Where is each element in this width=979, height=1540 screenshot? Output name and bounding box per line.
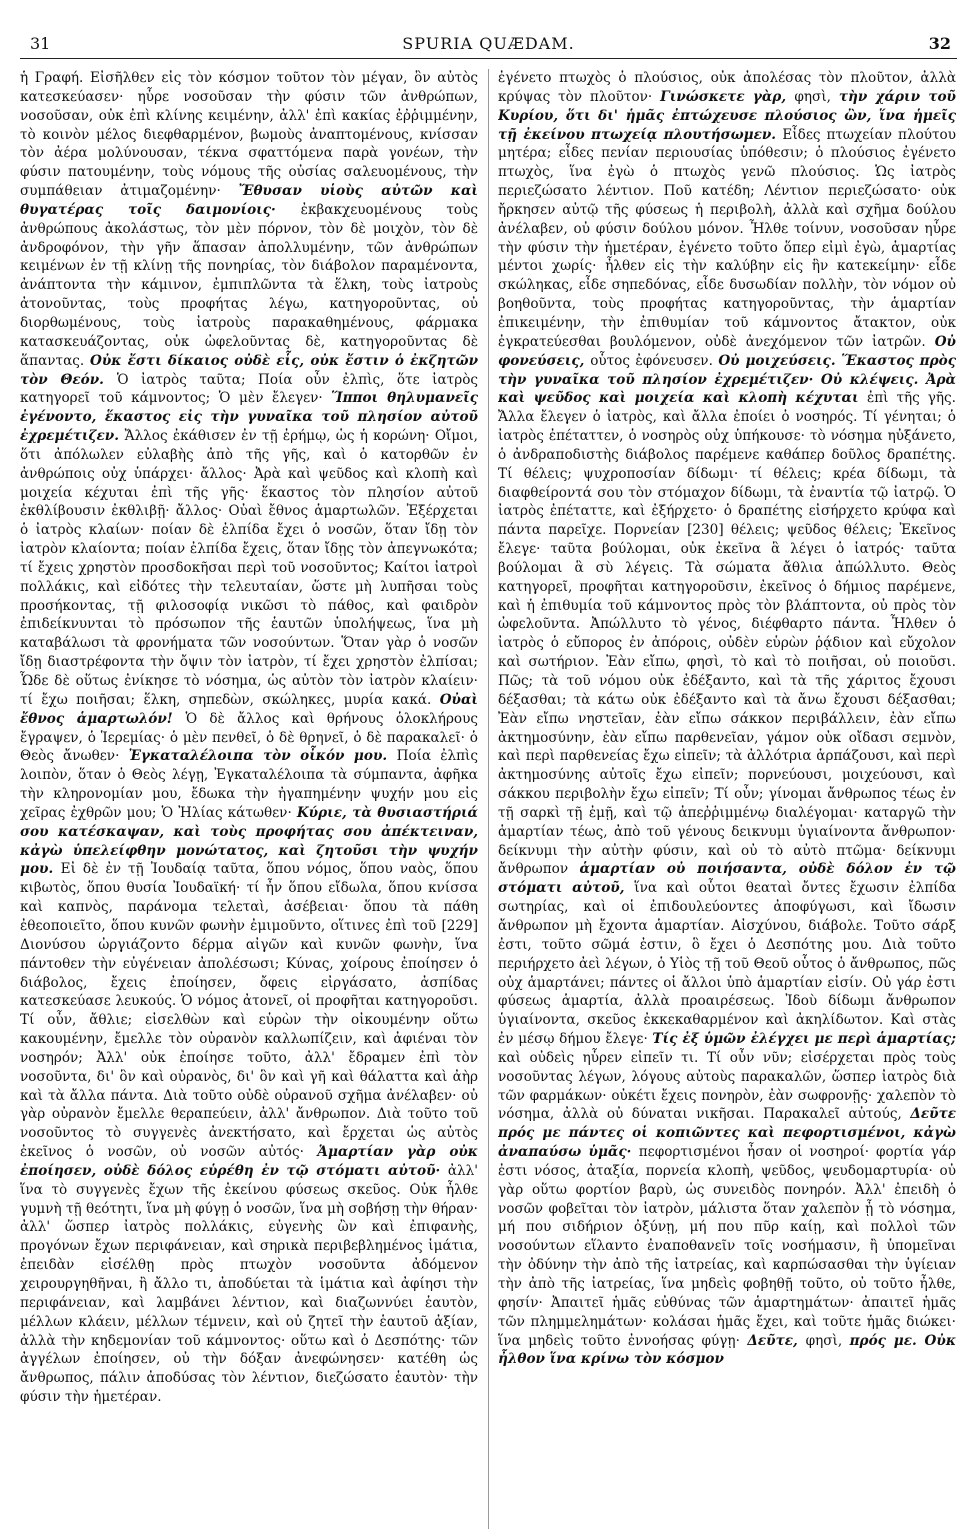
text-run: καὶ οὐδεὶς ηὗρεν εἰπεῖν τι. Τί οὖν νῦν; εἰσέρχεται πρὸς τοὺς νοσοῦντας λέγων, λόγους αὐτοὺς παρακαλῶν, ὥσπερ ἰατρὸς διὰ τῶν φαρμάκων· οὐκέτι ἔχεις πονηρὸν, ἐὰν σωφρονῇς· χαλεπὸν τὸ νόσημα, ἀλλὰ οὐ δύναται νικῆσαι. Παρακαλεῖ αὐτούς,	[498, 1049, 956, 1123]
page-number-right: 32	[928, 34, 951, 53]
text-run: φησὶ,	[805, 1332, 850, 1349]
scripture-quote: Οὐαὶ ἔθνος ἁμαρτωλόν!	[20, 691, 478, 727]
text-run: ἀλλ' ἵνα τὸ συγγενὲς ἔχων τῆς ἐκείνου φύσεως σκεῦος. Οὐκ ἦλθε γυμνὴ τῇ θεότητι, ἵνα μὴ φύγῃ ὁ νοσῶν, ἵνα μὴ σοβήσῃ τὴν θήραν· ἀλλ' ὥσπερ ἰατρὸς πολλάκις, εὐγενὴς ὢν καὶ ἐπιφανὴς, προγόνων ἔχων περιφάνειαν, καὶ σηρικὰ περιβεβλημένος ἱμάτια, ἐπειδὰν εἰσέλθῃ πρὸς πτωχὸν νοσοῦντα ἀδόμενον χειρουργηθῆναι, ἢ ἄλλο τι, ἀποδύεται τὰ ἱμάτια καὶ ἀφίησι τὴν περιφάνειαν, καὶ λαμβάνει λέντιον, καὶ διαζωννύει ἑαυτὸν, μέλλων κλάειν, μέλλων τέμνειν, καὶ οὐ ζητεῖ τὴν ἑαυτοῦ ἀξίαν, ἀλλὰ τὴν κηδεμονίαν τοῦ κάμνοντος· οὕτω καὶ ὁ Δεσπότης· τῶν ἀγγέλων ἐποίησεν, οὐ τὴν δόξαν ἀνεφώνησεν· κατέθη ὡς ἄνθρωπος, πάλιν ἀποδύσας τὸν λέντιον, διεζώσατο ἑαυτὸν· τὴν φύσιν τὴν ἡμετέραν.	[20, 1162, 478, 1406]
text-run: Ποία ἐλπὶς λοιπὸν, ὅταν ὁ Θεὸς λέγῃ, Ἐγκαταλέλοιπα τὰ σύμπαντα, ἀφῆκα τὴν κληρονομίαν μου, ἔδωκα τὴν ἠγαπημένην ψυχήν μου εἰς χεῖρας ἐχθρῶν μου; Ὁ Ἠλίας κάτωθεν·	[20, 748, 478, 821]
scripture-quote: Οὐ φονεύσεις,	[498, 333, 956, 369]
scripture-quote: Ἔθυσαν υἱοὺς αὐτῶν καὶ θυγατέρας τοῖς δαιμονίοις·	[20, 183, 478, 218]
scripture-quote: Δεῦτε,	[747, 1332, 806, 1349]
text-run: πεφορτισμένοι ἦσαν οἱ νοσηροί· φορτία γάρ ἐστι νόσος, ἀταξία, πορνεία κλοπὴ, ψεῦδος, ψευδομαρτυρία· οὐ γὰρ οὕτω φορτίον βαρὺ, ὡς συνειδὸς πονηρόν. Ἀλλ' ἐπειδὴ ὁ νοσῶν φοβεῖται τὸν ἰατρὸν, μάλιστα ὅταν χαλεπὸν ᾖ τὸ νόσημα, μή που σιδήριον ὀξύνῃ, μή που πῦρ καίῃ, καὶ πολλοὶ τῶν νοσούντων εἵλαντο ἐναποθανεῖν τοῖς νοσήμασιν, ἢ ὑπομεῖναι τὴν ὀδύνην τὴν ἀπὸ τῆς ἰατρείας, καὶ καρπώσασθαι τὴν ὑγίειαν τὴν ἀπὸ τῆς ἰατρείας, ἵνα μηδεὶς φοβηθῇ τοῦτο, οὐ τοῦτο ἦλθε, φησίν· Ἀπαιτεῖ ἡμᾶς εὐθύνας τῶν ἁμαρτημάτων· ἀπαιτεῖ ἡμᾶς τῶν πλημμελημάτων· κολάσαι ἡμᾶς ἔχει, καὶ τοῦτε ἡμᾶς διώκει· ἵνα μηδεὶς τοῦτο ἐννοήσας φύγῃ·	[498, 1144, 956, 1349]
text-run: ἐγένετο πτωχὸς ὁ πλούσιος, οὐκ ἀπολέσας τὸν πλοῦτον, ἀλλὰ κρύψας τὸν πλοῦτον·	[498, 70, 956, 105]
text-run: ἵνα καὶ οὗτοι θεαταὶ ὄντες ἔχωσιν ἐλπίδα σωτηρίας, καὶ οἱ ἐπιδουλεύοντες ἀποφύγωσι, καὶ ἴδωσιν ἄνθρωπον μὴ ἔχοντα ἁμαρτίαν. Αἰσχύνου, διάβολε. Τοῦτο σάρξ ἐστι, τοῦτο σῶμά ἐστιν, ὃ ἔχει ὁ Δεσπότης μου. Διὰ τοῦτο περιήρχετο ἀεὶ λέγων, ὁ Υἱὸς τῇ τοῦ Θεοῦ οὗτος ὁ ἄνθρωπος, πῶς οὐχ ἁμαρτάνει; πάντες οἱ ἄλλοι ὑπὸ ἁμαρτίαν εἰσίν. Οὐ γάρ ἐστι φύσεως ἁμαρτία, ἀλλὰ προαιρέσεως. Ἰδοὺ δίδωμι ἄνθρωπον ὑγιαίνοντα, σκεῦος ἐκκεκαθαρμένον καὶ ἀκηλίδωτον. Καὶ στὰς ἐν μέσῳ δήμου ἔλεγε·	[498, 880, 956, 1048]
scripture-quote: Ἐγκαταλέλοιπα τὸν οἶκόν μου.	[128, 748, 397, 765]
running-title: SPURIA QUÆDAM.	[402, 34, 575, 53]
text-run: ἐπὶ τῆς γῆς. Ἄλλα ἔλεγεν ὁ ἰατρὸς, καὶ ἄλλα ἐποίει ὁ νοσηρός. Τί γένηται; ὁ ἰατρὸς ἐπέταττεν, ὁ νοσηρὸς οὐχ ὑπήκουσε· τὸ νόσημα ηὐξάνετο, ὁ ἀνδραποδιστὴς διάβολος παρέμενε καθάπερ δοῦλος δραπέτης. Τί θέλεις; ψυχροποσίαν δίδωμι· τί θέλεις; κρέα δίδωμι, τὰ διαφθείροντά σου τὸν στόμαχον δίδωμι, τὰ ἐναντία τῷ ἰατρῷ. Ὁ ἰατρὸς ἐπέταττε, καὶ ἐξήρχετο· ὁ δραπέτης εἰσήρχετο κρύφα καὶ πάντα παρεῖχε. Πορνείαν [230] θέλεις; ψεῦδος θέλεις; Ἐκεῖνος ἔλεγε· ταῦτα βούλομαι, οὐκ ἐκεῖνα ἃ λέγει ὁ ἰατρός· ταῦτα βούλομαι ἃ σὺ λέγεις. Τὰ σώματα ἄθλια ἀπώλλυτο. Θεὸς κατηγορεῖ, προφῆται κατηγοροῦσιν, ἐκεῖνος ὁ δήμιος παρέμενε, καὶ ἡ ἐπιθυμία τοῦ κάμνοντος πρὸς τὸν βλάπτοντα, οὐ πρὸς τὸν ὠφελοῦντα. Ἀπώλλυτο τὸ γένος, διέφθαρτο πάντα. Ἦλθεν ὁ ἰατρὸς ὁ εὔπορος ἐν ἀπόροις, οὐδὲν εὑρὼν ῥᾴδιον καὶ εὔχολον καὶ σωτήριον. Ἐὰν εἴπω, φησὶ, τὸ καὶ τὸ ποιῆσαι, οὐ ποιοῦσι. Πῶς; τὰ τοῦ νόμου οὐκ ἐδέξαντο, καὶ τὰ τῆς χάριτος ἔχουσι δέξασθαι; τὰ κάτω οὐκ ἐδέξαντο καὶ τὰ ἄνω ἔχουσι δέξασθαι; Ἐὰν εἴπω νηστεῖαν, ἐὰν εἴπω σάκκον περιβάλλειν, ἐὰν εἴπω ἀκτημοσύνην, ἐὰν εἴπω παρθενεῖαν, γάμον οὐκ οἴδασι σεμνὸν, καὶ περὶ παρθενείας ἔχω εἰπεῖν; τὰ ἀλλότρια ἁρπάζουσι, καὶ περὶ ἀκτημοσύνης αὐτοῖς ἔχω εἰπεῖν; πορνεύουσι, μοιχεύουσι, καὶ σάκκου περιβολὴν ἔχω εἰπεῖν; Τί οὖν; γίνομαι ἄνθρωπος τέως ἐν τῇ σαρκὶ τῇ ἐμῇ, καὶ τῷ ἀπεῤῥιμμένῳ διαλέγομαι· καταργῶ τὴν ἁμαρτίαν τέως, ἀπὸ τοῦ γένους δεικνυμι ὑγιαίνοντα ἄνθρωπον· δείκνυμι τὴν αὐτὴν φύσιν, καὶ οὐ τὸ αὐτὸ πτῶμα· δείκνυμι ἄνθρωπον	[498, 390, 956, 878]
text-run: φησὶ,	[794, 88, 839, 105]
scripture-quote: Ἵπποι θηλυμανεῖς ἐγένοντο, ἕκαστος εἰς τὴν γυναῖκα τοῦ πλησίον αὐτοῦ ἐχρεμέτιζεν.	[20, 390, 478, 445]
text-run: Ἄλλος ἐκάθισεν ἐν τῇ ἐρήμῳ, ὡς ἡ κορώνη· Οἴμοι, ὅτι ἀπόλωλεν εὐλαβὴς ἀπὸ τῆς γῆς, καὶ ὁ κατορθῶν ἐν ἀνθρώποις οὐχ ὑπάρχει· ἄλλος· Ἀρὰ καὶ ψεῦδος καὶ κλοπὴ καὶ μοιχεία κέχυται ἐπὶ τῆς γῆς· ἕκαστος τὸν πλησίον αὐτοῦ ἐκθλίβουσιν ἐκθλιβῇ· ἄλλος· Οὐαὶ ἔθνος ἁμαρτωλῶν.	[20, 428, 478, 520]
right-column	[498, 69, 956, 1529]
text-run: Εἰ δὲ ἐν τῇ Ἰουδαίᾳ ταῦτα, ὅπου νόμος, ὅπου ναὸς, ὅπου κιβωτὸς, ὅπου θυσία Ἰουδαϊκή· τί ἦν ὅπου εἴδωλα, ὅπου κνίσσα καὶ καπνὸς, παράνομα τελεταὶ, ἀσέβειαι· ὅπου τὰ πάθη ἐθεοποιεῖτο, ὅπου κυνῶν φωνὴν ἐμιμοῦντο, οἵτινες ἐπὶ τοῦ [229] Διονύσου ὠργιάζοντο δέρμα αἰγῶν καὶ κυνῶν φωνὴν, ἵνα πάντοθεν τὴν εὐγένειαν ἀπολέσωσι; Κύνας, χοίρους ἐποίησεν ὁ διάβολος, ἔχεις ἐποίησεν, ὄφεις εἰργάσατο, ἀσπίδας κατεσκεύασε λευκούς. Ὁ νόμος ἀτονεῖ, οἱ προφῆται κατηγοροῦσι. Τί οὖν, ἄθλιε; εἰσελθὼν καὶ εὑρὼν τὴν οἰκουμένην οὕτω κακουμένην, ἔμελλε τὸν οὐρανὸν καλλωπίζειν, καὶ ἀφιέναι τὸν νοσηρόν; Ἀλλ' οὐκ ἐποίησε τοῦτο, ἀλλ' ἔδραμεν ἐπὶ τὸν νοσοῦντα, δι' ὃν καὶ οὐρανὸς, δι' ὃν καὶ γῆ καὶ θάλαττα καὶ ἀὴρ καὶ τὰ ἄλλα πάντα. Διὰ τοῦτο οὐδὲ οὐρανοῦ σχῆμα ἀνέλαβεν· οὐ γὰρ οὐρανὸν ἔμελλε θεραπεύειν, ἀλλ' ἄνθρωπον. Διὰ τοῦτο τοῦ νοσοῦντος τὸ συγγενὲς ἀνεκτήσατο, καὶ ἔρχεται ὡς αὐτὸς ἐκεῖνος ὁ νοσῶν, οὐ νοσῶν αὐτός·	[20, 861, 478, 1161]
scripture-quote: τὴν χάριν τοῦ Κυρίου, ὅτι δι' ἡμᾶς ἐπτώχευσε πλούσιος ὢν, ἵνα ἡμεῖς τῇ ἐκείνου πτωχείᾳ πλουτήσωμεν.	[498, 88, 956, 143]
scripture-quote: πρός με. Οὐκ ἦλθον ἵνα κρίνω τὸν κόσμον	[498, 1332, 956, 1368]
scripture-quote: Ἁμαρτίαν γὰρ οὐκ ἐποίησεν, οὐδὲ δόλος εὑρέθη ἐν τῷ στόματι αὐτοῦ·	[20, 1144, 478, 1179]
text-paragraph	[20, 69, 478, 1407]
scripture-quote: Δεῦτε πρός με πάντες οἱ κοπιῶντες καὶ πεφορτισμένοι, κἀγὼ ἀναπαύσω ὑμᾶς·	[498, 1106, 956, 1161]
scripture-quote: Οὐ μοιχεύσεις. Ἕκαστος πρὸς τὴν γυναῖκα τοῦ πλησίον ἐχρεμέτιζεν· Οὐ κλέψεις. Ἀρὰ καὶ ψεῦδος καὶ μοιχεία καὶ κλοπὴ κέχυται	[498, 352, 956, 407]
text-run: Ὁ ἰατρὸς ταῦτα; Ποία οὖν ἐλπὶς, ὅτε ἰατρὸς κατηγορεῖ τοῦ κάμνοντος; Ὁ μὲν ἔλεγεν·	[20, 371, 478, 407]
running-header	[20, 34, 957, 59]
scripture-quote: Τίς ἐξ ὑμῶν ἐλέγχει με περὶ ἁμαρτίας;	[652, 1031, 956, 1048]
column-rule	[488, 69, 489, 1529]
left-column	[20, 69, 478, 1529]
text-run: Ἐξέρχεται ὁ ἰατρὸς κλαίων· ποίαν δὲ ἐλπίδα ἔχει ὁ νοσῶν, ὅταν ἴδῃ τὸν ἰατρὸν κλαίοντα; ποίαν ἐλπίδα ἔχεις, ὅταν ἴδῃς τὸν ἀπεγνωκότα; τί ἔχεις χρηστὸν προσδοκῆσαι περὶ τοῦ νοσοῦντος; Καίτοι ἰατροὶ πολλάκις, καὶ εἰδότες τὴν τελευταίαν, ὥστε μὴ λυπῆσαι τοὺς προσήκοντας, τῇ φιλοσοφίᾳ νικῶσι τὸ πάθος, καὶ φαιδρὸν ἐπιδείκνυνται τὸ πρόσωπον τῆς ἑαυτῶν ὑπολήψεως, ἵνα μὴ καταβάλωσι τὰ φρονήματα τῶν νοσούντων. Ὅταν γὰρ ὁ νοσῶν ἴδῃ διαστρέφοντα τὴν ὄψιν τὸν ἰατρὸν, τί ἔχει χρηστὸν ἐλπίσαι; Ὧδε δὲ οὕτως ἐνίκησε τὸ νόσημα, ὡς αὐτὸν τὸν ἰατρὸν κλαίειν· τί ἔχω ποιῆσαι; ἕλκη, σηπεδὼν, σκώληκες, μυρία κακά.	[20, 503, 478, 708]
text-run: ἐκβακχευομένους τοὺς ἀνθρώπους ἀκολάστως, τὸν μὲν πόρνον, τὸν δὲ μοιχὸν, τὸν δὲ ἀνδροφόνον, τὴν γῆν ἅπασαν ἀπολλυμένην, τῶν ἀνθρώπων κειμένων ἐν τῇ κλίνῃ τῆς πονηρίας, τὸν διάβολον παραμένοντα, ἀνάπτοντα τὴν κάμινον, ἐμπιπλῶντα τὰ ἕλκη, τοὺς ἰατροὺς ἀτονοῦντας, τοὺς προφήτας λέγω, κατηγοροῦντας, οὐ διορθωμένους, τοὺς ἰατροὺς παρακαθημένους, φάρμακα κατασκευάζοντας, οὐκ ὠφελοῦντας δὲ, κατηγοροῦντας δὲ ἅπαντας.	[20, 201, 478, 369]
text-columns	[20, 69, 957, 1529]
text-run: ἡ Γραφή. Εἰσῆλθεν εἰς τὸν κόσμον τοῦτον τὸν μέγαν, ὃν αὐτὸς κατεσκεύασεν· ηὗρε νοσοῦσαν τὴν φύσιν τῶν ἀνθρώπων, νοσοῦσαν, οὐκ ἐπὶ κλίνης κειμένην, ἀλλ' ἐπὶ κακίας ἐῤῥιμμένην, τὸ κοινὸν μέλος διεφθαρμένον, βωμοὺς ἀναπτομένους, κνίσσαν τὸν ἀέρα μολύνουσαν, τέκνα σφαττόμενα παρὰ γονέων, τὴν φύσιν πατουμένην, τοὺς νόμους τῆς οὐσίας σαλευομένους, τὴν συμπάθειαν ἀτιμαζομένην·	[20, 70, 478, 200]
text-run: οὗτος ἐφόνευσεν.	[590, 352, 719, 369]
text-run: Εἶδες πτωχείαν πλούτου μητέρα; εἶδες πενίαν περιουσίας ὑπόθεσιν; ὁ πλούσιος ἐγένετο πτωχὸς, ἵνα ἐγὼ ὁ πτωχὸς γενῶ πλούσιος. Ὡς ἰατρὸς περιεζώσατο λέντιον. Ποῦ κατέδη; Λέντιον περιεζώσατο· οὐκ ἤρκησεν αὐτῷ τῆς φύσεως ἡ περιβολὴ, ἀλλὰ καὶ σχῆμα δούλου ἀνέλαβεν, οὐ φύσιν δούλου μόνον. Ἦλθε τοίνυν, νοσοῦσαν ηὗρε τὴν φύσιν τὴν ἡμετέραν, ἐγένετο τοῦτο ὅπερ εἰμὶ ἐγὼ, ἁμαρτίας μέντοι χωρίς· ἦλθεν εἰς τὴν καλύβην εἰς ἣν κατεκείμην· εἶδε σκώληκας, εἶδε σηπεδόνας, εἶδε δυσωδίαν πολλὴν, τὸν νόμον οὐ βοηθοῦντα, τοὺς προφήτας κατηγοροῦντας, τὴν ἁμαρτίαν ἐπικειμένην, τὴν ἐπιθυμίαν τοῦ κάμνοντος ἄτακτον, οὐκ ἐγκρατεύεσθαι βουλόμενον, οὐδὲ ἀνεχόμενον τῶν ἰατρῶν.	[498, 126, 956, 350]
page-number-left: 31	[30, 34, 51, 53]
text-paragraph	[498, 69, 956, 1369]
scripture-quote: Κύριε, τὰ θυσιαστήριά σου κατέσκαψαν, καὶ τοὺς προφήτας σου ἀπέκτειναν, κἀγὼ ὑπελείφθην μονώτατος, καὶ ζητοῦσι τὴν ψυχήν μου.	[20, 804, 478, 878]
scripture-quote: ἁμαρτίαν οὐ ποιήσαντα, οὐδὲ δόλον ἐν τῷ στόματι αὐτοῦ,	[498, 861, 956, 897]
scripture-quote: Γινώσκετε γὰρ,	[660, 88, 795, 105]
scripture-quote: Οὐκ ἔστι δίκαιος οὐδὲ εἷς, οὐκ ἔστιν ὁ ἐκζητῶν τὸν Θεόν.	[20, 352, 478, 388]
text-run: Ὁ δὲ ἄλλος καὶ θρήνους ὁλοκλήρους ἔγραψεν, ὁ Ἱερεμίας· ὁ μὲν πενθεῖ, ὁ δὲ θρηνεῖ, ὁ δὲ παρακαλεῖ· ὁ Θεὸς ἄνωθεν·	[20, 710, 478, 765]
